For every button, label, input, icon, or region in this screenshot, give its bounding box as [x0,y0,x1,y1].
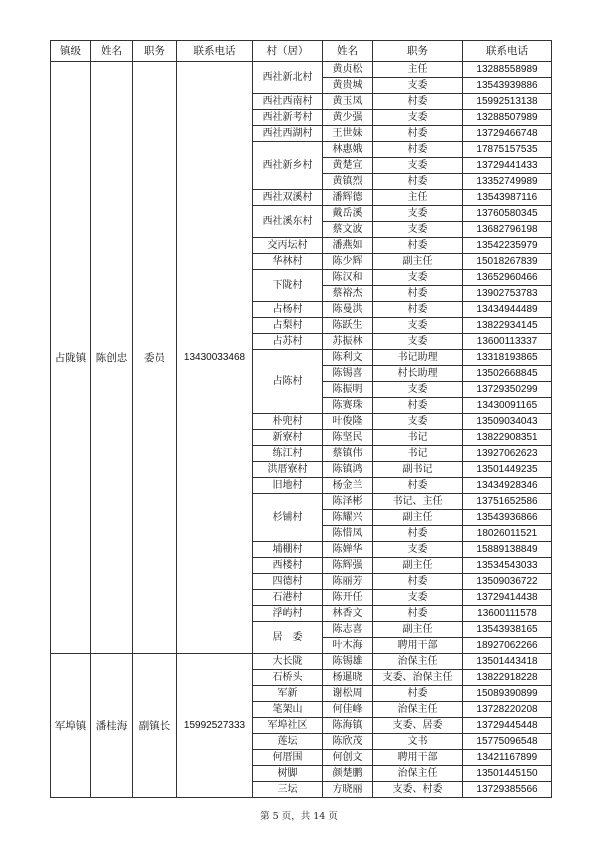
person-phone-cell: 13543938165 [463,622,552,638]
village-cell: 旧地村 [253,478,323,494]
person-name-cell: 陈开任 [323,590,373,606]
person-role-cell: 支委、居委 [373,718,463,734]
person-name-cell: 黄楚宣 [323,158,373,174]
person-phone-cell: 13434928346 [463,478,552,494]
person-role-cell: 支委 [373,78,463,94]
person-name-cell: 叶木海 [323,638,373,654]
person-phone-cell: 13434944489 [463,302,552,318]
header-person-name: 姓名 [323,41,373,62]
person-name-cell: 林香文 [323,606,373,622]
person-role-cell: 聘用干部 [373,638,463,654]
person-name-cell: 黄贵城 [323,78,373,94]
person-role-cell: 村委 [373,686,463,702]
person-phone-cell: 15889138849 [463,542,552,558]
person-role-cell: 村委 [373,126,463,142]
person-role-cell: 副主任 [373,558,463,574]
person-role-cell: 主任 [373,62,463,78]
person-role-cell: 文书 [373,734,463,750]
person-role-cell: 支委 [373,542,463,558]
person-name-cell: 何创文 [323,750,373,766]
person-role-cell: 村委 [373,574,463,590]
person-phone-cell: 13822918228 [463,670,552,686]
person-phone-cell: 13430091165 [463,398,552,414]
person-phone-cell: 13729385566 [463,782,552,798]
person-phone-cell: 13729414438 [463,590,552,606]
person-role-cell: 村委 [373,526,463,542]
person-name-cell: 杨暹晓 [323,670,373,686]
person-phone-cell: 13509036722 [463,574,552,590]
person-role-cell: 副主任 [373,622,463,638]
person-phone-cell: 15992513138 [463,94,552,110]
village-cell: 居 委 [253,622,323,654]
village-cell: 莲坛 [253,734,323,750]
person-role-cell: 聘用干部 [373,750,463,766]
person-role-cell: 支委 [373,334,463,350]
person-phone-cell: 13501449235 [463,462,552,478]
person-phone-cell: 13729466748 [463,126,552,142]
person-name-cell: 林惠娥 [323,142,373,158]
person-name-cell: 潘燕如 [323,238,373,254]
person-role-cell: 村委 [373,302,463,318]
table-row [51,62,552,78]
village-cell: 新寮村 [253,430,323,446]
person-name-cell: 蔡文波 [323,222,373,238]
village-cell: 何厝围 [253,750,323,766]
person-name-cell: 蔡裕杰 [323,286,373,302]
person-role-cell: 支委 [373,206,463,222]
person-role-cell: 村委 [373,606,463,622]
village-cell: 浮屿村 [253,606,323,622]
person-phone-cell: 13501443418 [463,654,552,670]
person-role-cell: 支委 [373,590,463,606]
village-cell: 西社新北村 [253,62,323,94]
village-cell: 西楼村 [253,558,323,574]
person-name-cell: 戴岳溪 [323,206,373,222]
person-name-cell: 陈辉强 [323,558,373,574]
person-role-cell: 支委 [373,158,463,174]
village-cell: 练江村 [253,446,323,462]
person-name-cell: 王世妹 [323,126,373,142]
person-role-cell: 支委 [373,222,463,238]
person-phone-cell: 13502668845 [463,366,552,382]
village-cell: 洪厝寮村 [253,462,323,478]
leader-name-cell: 陈创忠 [91,62,133,654]
person-phone-cell: 13682796198 [463,222,552,238]
person-phone-cell: 13352749989 [463,174,552,190]
person-name-cell: 陈汉和 [323,270,373,286]
person-name-cell: 陈赛珠 [323,398,373,414]
village-cell: 交丙坛村 [253,238,323,254]
person-role-cell: 支委、村委 [373,782,463,798]
person-name-cell: 叶俊隆 [323,414,373,430]
person-name-cell: 陈曼洪 [323,302,373,318]
village-cell: 华林村 [253,254,323,270]
person-phone-cell: 13543939886 [463,78,552,94]
header-village: 村（居） [253,41,323,62]
table-body [51,62,552,798]
person-phone-cell: 13751652586 [463,494,552,510]
person-name-cell: 黄贞松 [323,62,373,78]
person-phone-cell: 15089390899 [463,686,552,702]
town-cell: 军埠镇 [51,654,91,798]
person-name-cell: 陈镇鸿 [323,462,373,478]
header-person-role: 职务 [373,41,463,62]
village-cell: 石桥头 [253,670,323,686]
person-role-cell: 书记、主任 [373,494,463,510]
person-role-cell: 村委 [373,238,463,254]
leader-name-cell: 潘桂海 [91,654,133,798]
person-name-cell: 陈跃生 [323,318,373,334]
person-role-cell: 支委 [373,382,463,398]
person-name-cell: 陈志喜 [323,622,373,638]
person-phone-cell: 13822934145 [463,318,552,334]
person-role-cell: 治保主任 [373,702,463,718]
person-phone-cell: 13543987116 [463,190,552,206]
village-cell: 笔架山 [253,702,323,718]
person-phone-cell: 13600111578 [463,606,552,622]
village-cell: 西社西湖村 [253,126,323,142]
person-name-cell: 黄镇烈 [323,174,373,190]
village-cell: 占杨村 [253,302,323,318]
person-phone-cell: 13501445150 [463,766,552,782]
person-name-cell: 陈锡喜 [323,366,373,382]
village-cell: 西社新乡村 [253,142,323,190]
header-person-phone: 联系电话 [463,41,552,62]
person-role-cell: 村委 [373,286,463,302]
village-cell: 石港村 [253,590,323,606]
person-role-cell: 村委 [373,142,463,158]
person-phone-cell: 13822908351 [463,430,552,446]
village-cell: 杉铺村 [253,494,323,542]
person-role-cell: 支委 [373,270,463,286]
person-phone-cell: 13728220208 [463,702,552,718]
person-phone-cell: 13318193865 [463,350,552,366]
person-phone-cell: 13760580345 [463,206,552,222]
person-name-cell: 陈锡雄 [323,654,373,670]
contact-table-sheet [50,40,551,798]
person-name-cell: 陈泽彬 [323,494,373,510]
person-role-cell: 治保主任 [373,654,463,670]
header-phone: 联系电话 [177,41,253,62]
village-cell: 西社双溪村 [253,190,323,206]
person-name-cell: 颜楚鹏 [323,766,373,782]
village-cell: 占梨村 [253,318,323,334]
person-name-cell: 何佳峰 [323,702,373,718]
page-number-footer: 第 5 页，共 14 页 [260,811,338,822]
town-cell: 占陇镇 [51,62,91,654]
person-phone-cell: 13421167899 [463,750,552,766]
village-cell: 三坛 [253,782,323,798]
header-name: 姓名 [91,41,133,62]
person-role-cell: 副书记 [373,462,463,478]
person-role-cell: 副主任 [373,254,463,270]
person-role-cell: 村委 [373,478,463,494]
village-cell: 树脚 [253,766,323,782]
village-cell: 占苏村 [253,334,323,350]
person-name-cell: 陈利文 [323,350,373,366]
person-name-cell: 陈婵华 [323,542,373,558]
person-phone-cell: 13288507989 [463,110,552,126]
person-role-cell: 支委 [373,110,463,126]
person-role-cell: 书记 [373,446,463,462]
person-phone-cell: 13600113337 [463,334,552,350]
person-role-cell: 村委 [373,398,463,414]
person-phone-cell: 13652960466 [463,270,552,286]
person-name-cell: 陈海镇 [323,718,373,734]
header-role: 职务 [133,41,177,62]
person-role-cell: 支委、治保主任 [373,670,463,686]
person-phone-cell: 18026011521 [463,526,552,542]
header-town: 镇级 [51,41,91,62]
village-cell: 西社溪东村 [253,206,323,238]
person-phone-cell: 15018267839 [463,254,552,270]
person-phone-cell: 13542235979 [463,238,552,254]
person-phone-cell: 13729350299 [463,382,552,398]
person-name-cell: 杨金兰 [323,478,373,494]
person-name-cell: 陈惜凤 [323,526,373,542]
person-phone-cell: 13902753783 [463,286,552,302]
person-role-cell: 主任 [373,190,463,206]
person-role-cell: 村委 [373,94,463,110]
person-name-cell: 苏振林 [323,334,373,350]
person-name-cell: 陈丽芳 [323,574,373,590]
person-name-cell: 方晓丽 [323,782,373,798]
person-role-cell: 书记 [373,430,463,446]
village-cell: 朴兜村 [253,414,323,430]
person-phone-cell: 13534543033 [463,558,552,574]
person-role-cell: 副主任 [373,510,463,526]
person-name-cell: 黄玉凤 [323,94,373,110]
person-name-cell: 陈耀兴 [323,510,373,526]
village-cell: 军新 [253,686,323,702]
village-cell: 军埠社区 [253,718,323,734]
leader-role-cell: 委员 [133,62,177,654]
leader-phone-cell: 13430033468 [177,62,253,654]
person-role-cell: 支委 [373,318,463,334]
person-phone-cell: 13729441433 [463,158,552,174]
person-name-cell: 蔡镇伟 [323,446,373,462]
contact-table [50,40,552,798]
village-cell: 四德村 [253,574,323,590]
leader-role-cell: 副镇长 [133,654,177,798]
header-row [51,41,552,62]
village-cell: 占陈村 [253,350,323,414]
village-cell: 西社新考村 [253,110,323,126]
person-role-cell: 支委 [373,414,463,430]
person-phone-cell: 13927062623 [463,446,552,462]
leader-phone-cell: 15992527333 [177,654,253,798]
person-role-cell: 治保主任 [373,766,463,782]
person-role-cell: 村长助理 [373,366,463,382]
person-name-cell: 潘辉德 [323,190,373,206]
person-phone-cell: 15775096548 [463,734,552,750]
person-phone-cell: 13509034043 [463,414,552,430]
person-phone-cell: 18927062266 [463,638,552,654]
table-row [51,654,552,670]
person-phone-cell: 13543936866 [463,510,552,526]
village-cell: 西社西南村 [253,94,323,110]
village-cell: 下陇村 [253,270,323,302]
person-name-cell: 陈振明 [323,382,373,398]
person-role-cell: 书记助理 [373,350,463,366]
person-name-cell: 陈少辉 [323,254,373,270]
person-phone-cell: 13288558989 [463,62,552,78]
village-cell: 大长陇 [253,654,323,670]
person-name-cell: 谢松周 [323,686,373,702]
person-name-cell: 陈欣茂 [323,734,373,750]
person-phone-cell: 17875157535 [463,142,552,158]
person-role-cell: 村委 [373,174,463,190]
person-name-cell: 黄少强 [323,110,373,126]
person-phone-cell: 13729445448 [463,718,552,734]
village-cell: 埔棚村 [253,542,323,558]
person-name-cell: 陈坚民 [323,430,373,446]
